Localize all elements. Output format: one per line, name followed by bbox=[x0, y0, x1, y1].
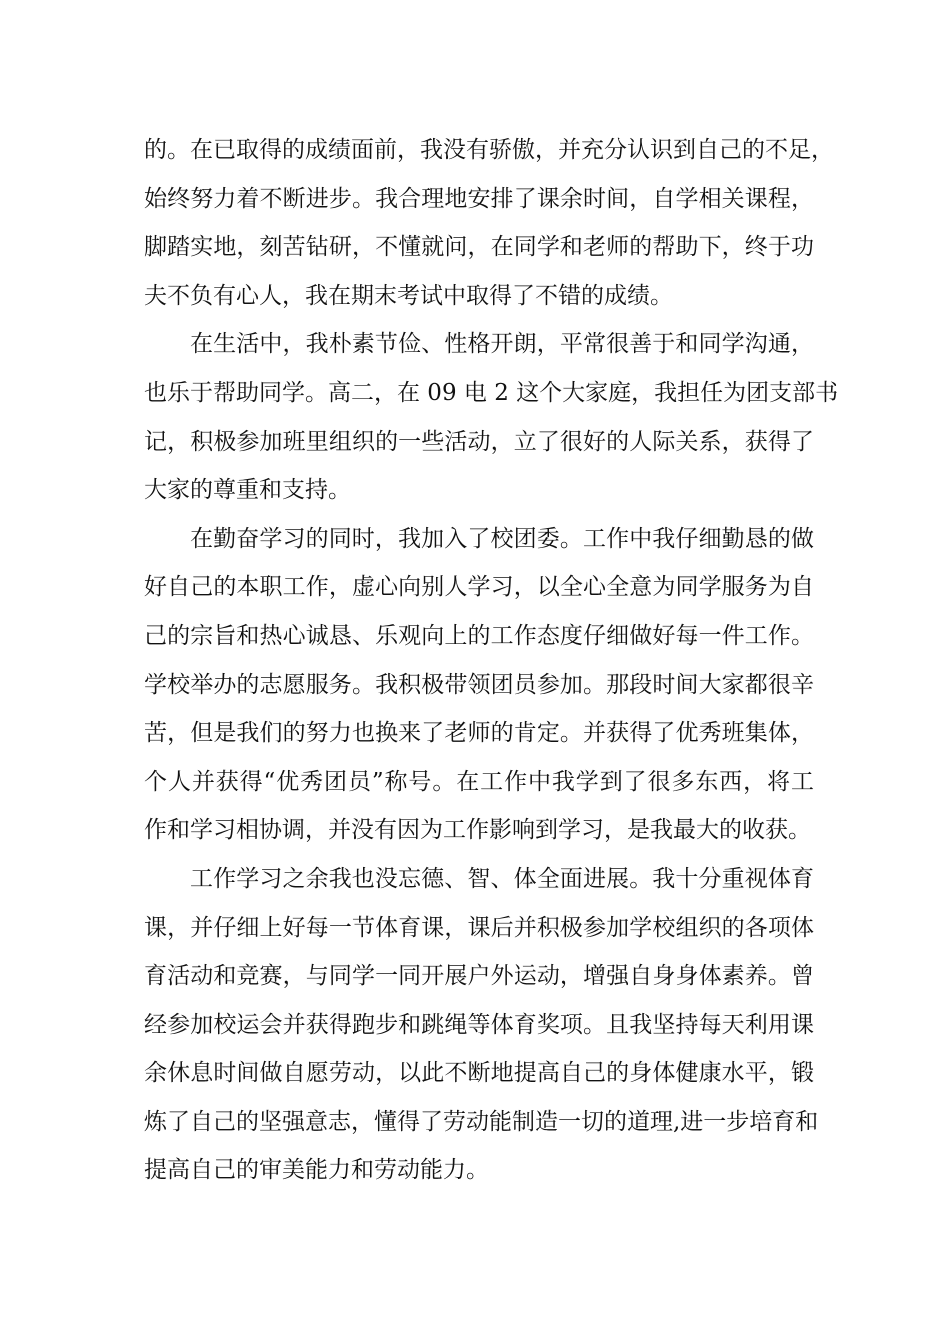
text-line: 始终努力着不断进步。我合理地安排了课余时间，自学相关课程， bbox=[144, 185, 814, 212]
text-line: 在勤奋学习的同时，我加入了校团委。工作中我仔细勤恳的做 bbox=[190, 525, 814, 552]
document-body bbox=[144, 126, 839, 1195]
paragraph-2 bbox=[144, 320, 839, 514]
text-line: 己的宗旨和热心诚恳、乐观向上的工作态度仔细做好每一件工作。 bbox=[144, 622, 814, 649]
paragraph-4 bbox=[144, 855, 819, 1195]
text-line: 课，并仔细上好每一节体育课，课后并积极参加学校组织的各项体 bbox=[144, 914, 814, 941]
text-line: 学校举办的志愿服务。我积极带领团员参加。那段时间大家都很辛 bbox=[144, 671, 814, 698]
text-line: 的。在已取得的成绩面前，我没有骄傲，并充分认识到自己的不足， bbox=[144, 137, 834, 163]
text-line: 工作学习之余我也没忘德、智、体全面进展。我十分重视体育 bbox=[190, 865, 814, 892]
paragraph-1 bbox=[144, 126, 834, 320]
text-line: 夫不负有心人，我在期末考试中取得了不错的成绩。 bbox=[144, 282, 673, 309]
text-line: 苦，但是我们的努力也换来了老师的肯定。并获得了优秀班集体， bbox=[144, 720, 814, 747]
text-line: 在生活中，我朴素节俭、性格开朗，平常很善于和同学沟通， bbox=[190, 331, 814, 358]
text-line: 育活动和竞赛，与同学一同开展户外运动，增强自身身体素养。曾 bbox=[144, 963, 814, 990]
text-line: 脚踏实地，刻苦钻研，不懂就问，在同学和老师的帮助下，终于功 bbox=[144, 234, 814, 261]
text-line: 炼了自己的坚强意志，懂得了劳动能制造一切的道理,进一步培育和 bbox=[144, 1108, 819, 1135]
text-line: 个人并获得“优秀团员”称号。在工作中我学到了很多东西，将工 bbox=[144, 768, 814, 795]
text-line: 经参加校运会并获得跑步和跳绳等体育奖项。且我坚持每天利用课 bbox=[144, 1011, 814, 1038]
text-line: 提高自己的审美能力和劳动能力。 bbox=[144, 1157, 489, 1184]
text-line: 作和学习相协调，并没有因为工作影响到学习，是我最大的收获。 bbox=[144, 817, 811, 844]
text-line: 记，积极参加班里组织的一些活动，立了很好的人际关系，获得了 bbox=[144, 428, 814, 455]
paragraph-3 bbox=[144, 515, 814, 855]
text-line: 也乐于帮助同学。高二，在 09 电 2 这个大家庭，我担任为团支部书 bbox=[144, 379, 839, 406]
text-line: 大家的尊重和支持。 bbox=[144, 477, 351, 504]
text-line: 余休息时间做自愿劳动，以此不断地提高自己的身体健康水平，锻 bbox=[144, 1060, 814, 1087]
text-line: 好自己的本职工作，虚心向别人学习，以全心全意为同学服务为自 bbox=[144, 574, 814, 601]
